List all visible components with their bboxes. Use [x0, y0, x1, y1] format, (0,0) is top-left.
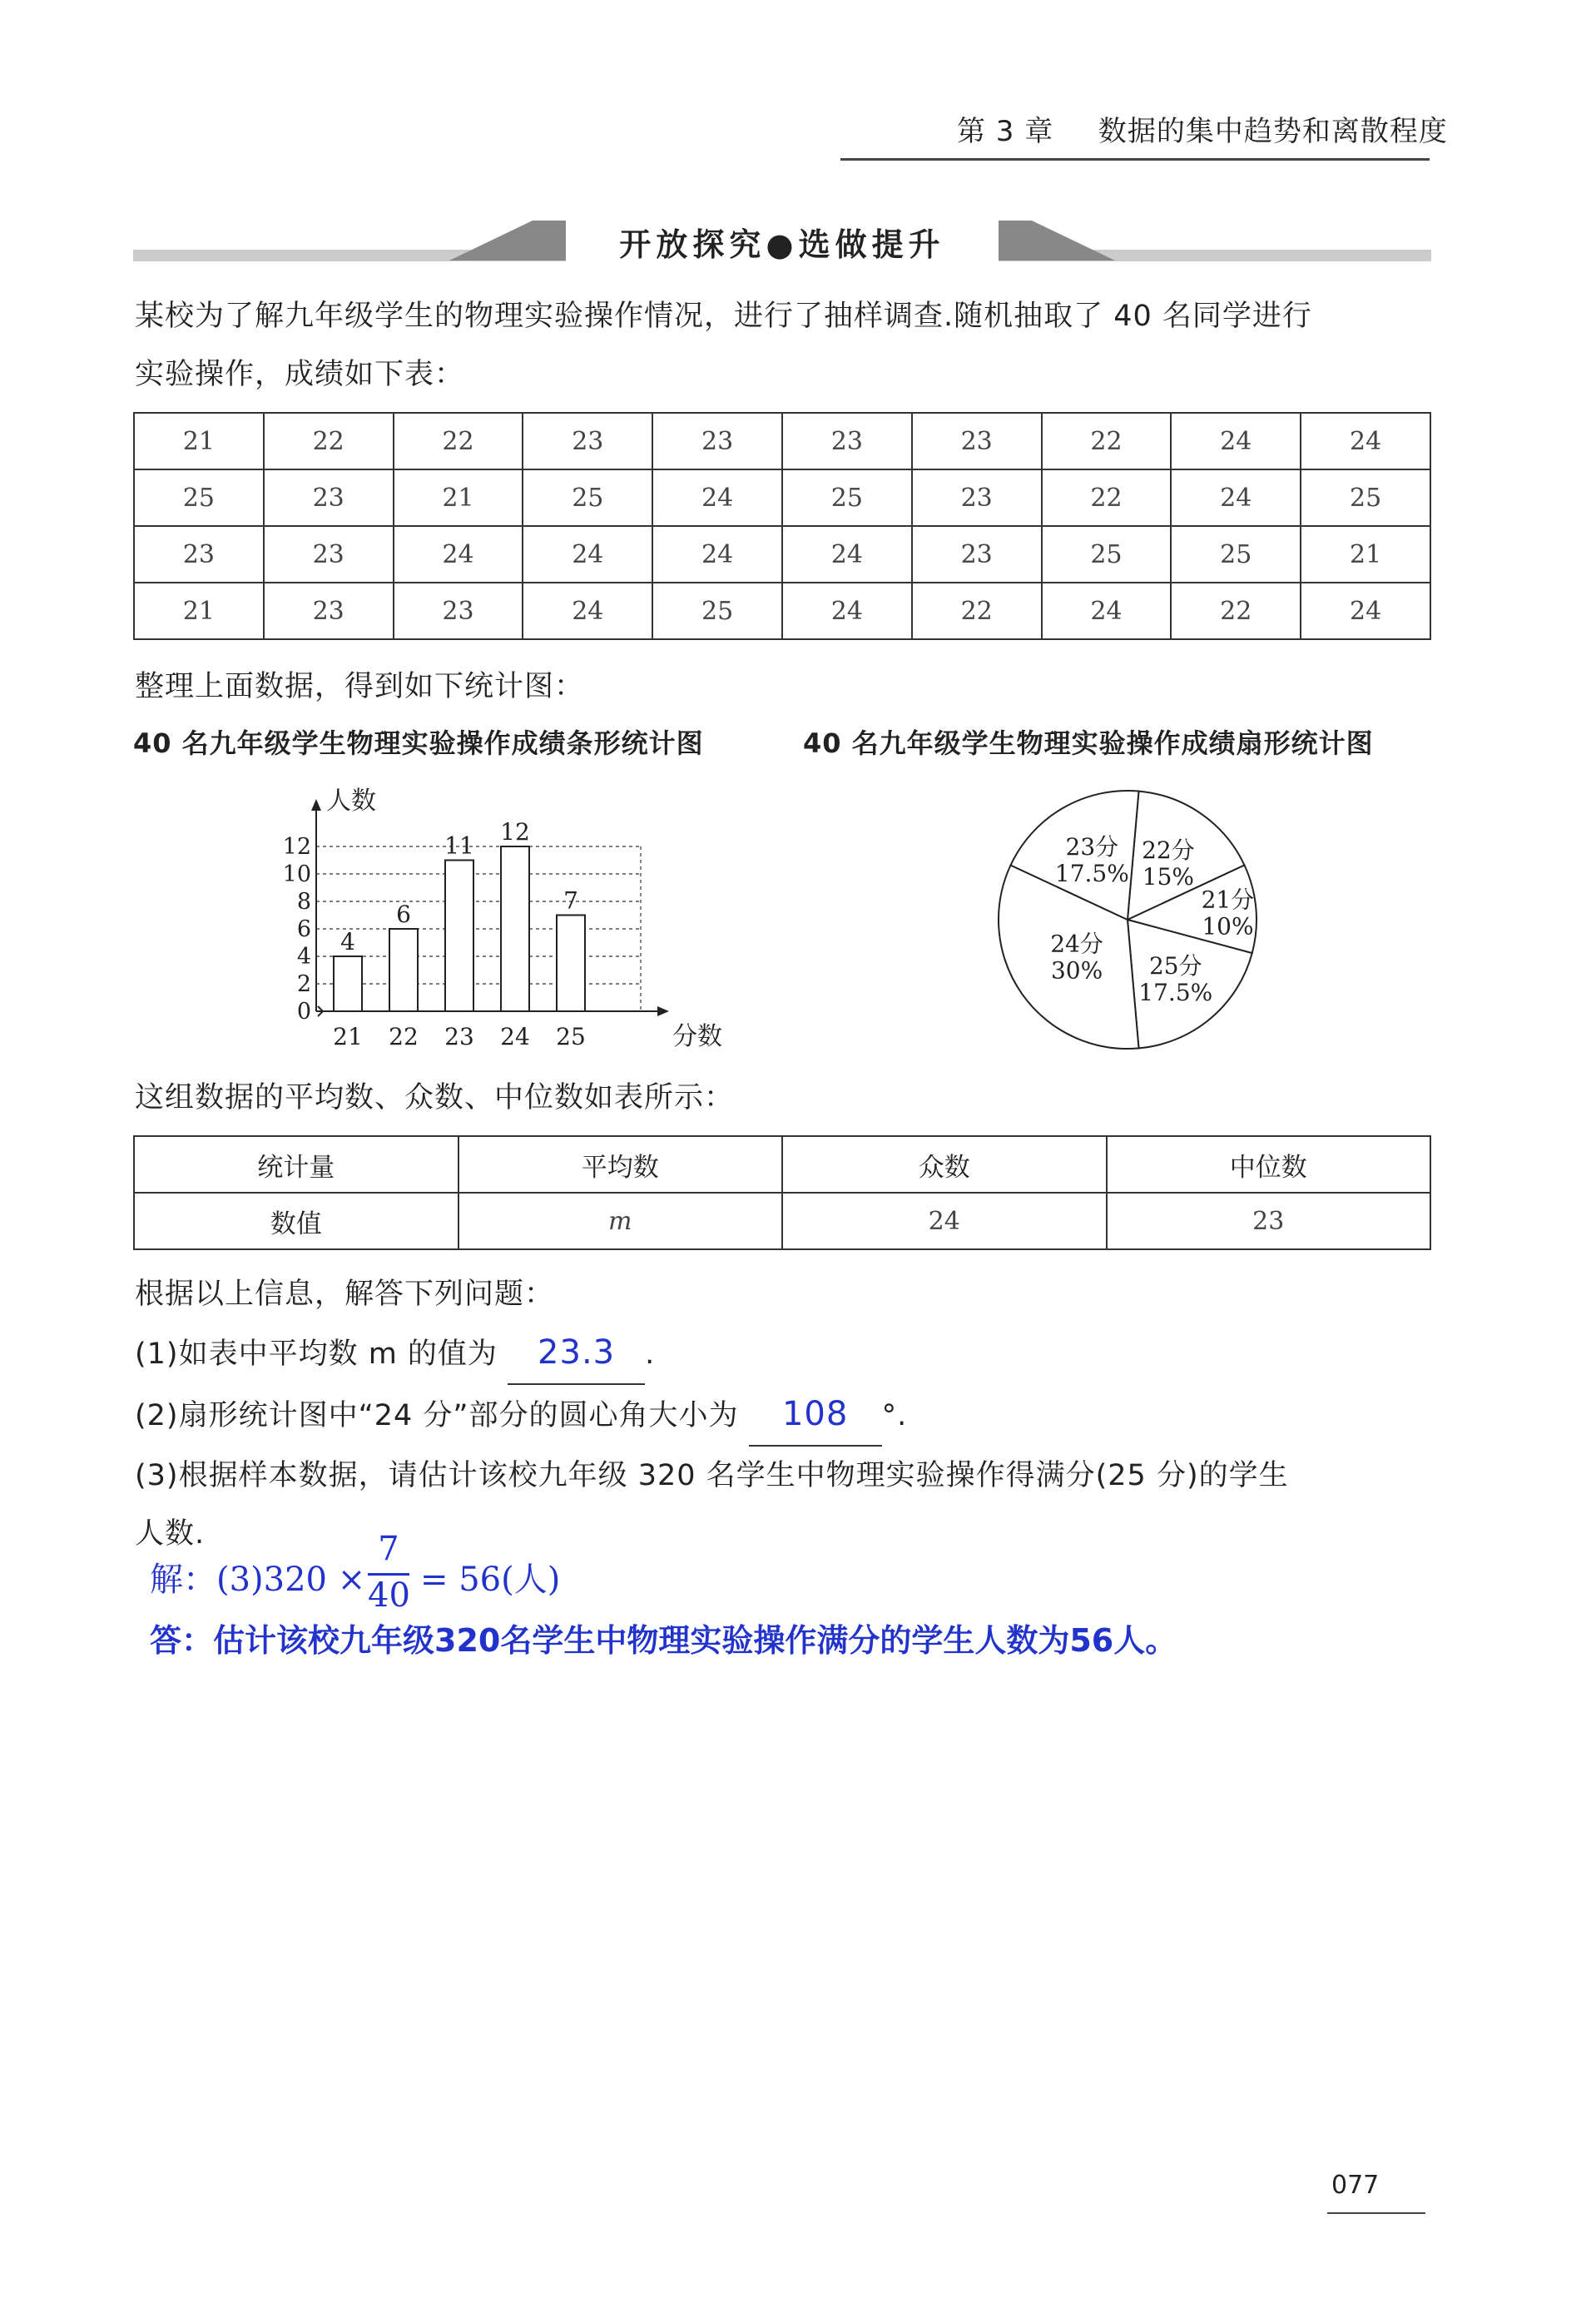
header-divider: [840, 158, 1430, 161]
intro-paragraph: [135, 287, 1433, 404]
score-table: [133, 412, 1431, 640]
pie-slice-label: 23分: [1065, 833, 1119, 861]
score-table-cell: 25: [652, 583, 782, 639]
intro-line-2: 实验操作，成绩如下表：: [135, 358, 465, 391]
score-table-cell: 22: [264, 413, 394, 469]
score-table-cell: 23: [264, 526, 394, 583]
question-2: [135, 1385, 1441, 1447]
bar-chart: [282, 782, 722, 1065]
x-tick-label: 25: [556, 1023, 586, 1050]
score-table-cell: 22: [1042, 469, 1172, 526]
score-table-cell: 22: [912, 583, 1042, 639]
y-tick-label: 4: [296, 944, 311, 970]
score-table-cell: 25: [1171, 526, 1301, 583]
solution-prefix: 解：(3)320 ×: [150, 1561, 366, 1599]
question-3-line-1: (3)根据样本数据，请估计该校九年级 320 名学生中物理实验操作得满分(25 分)的学生: [135, 1459, 1289, 1492]
question-1: (1)如表中平均数 m 的值为 23.3 .: [135, 1323, 1441, 1385]
score-table-cell: 24: [652, 526, 782, 583]
score-table-row: [134, 413, 1430, 469]
x-tick-label: 22: [389, 1023, 419, 1050]
question-2-unit: °.: [881, 1399, 908, 1432]
chapter-number: 第 3 章: [957, 115, 1054, 148]
y-tick-label: 6: [296, 916, 311, 942]
score-table-cell: 24: [1171, 413, 1301, 469]
score-table-cell: 23: [652, 413, 782, 469]
stats-header-cell: 中位数: [1107, 1136, 1431, 1193]
bar-chart-title: 40 名九年级学生物理实验操作成绩条形统计图: [133, 727, 704, 759]
chapter-title: 数据的集中趋势和离散程度: [1098, 115, 1448, 148]
question-2-blank: [749, 1385, 882, 1447]
bar: [501, 846, 529, 1011]
pie-slice-label: 21分: [1201, 886, 1255, 914]
bar-value-label: 12: [500, 818, 530, 846]
score-table-cell: 23: [782, 413, 912, 469]
stats-header-row: [134, 1136, 1430, 1193]
score-table-cell: 24: [1171, 469, 1301, 526]
stats-value-cell: 23: [1107, 1193, 1431, 1249]
stats-table: [133, 1135, 1431, 1250]
score-table-cell: 25: [1301, 469, 1430, 526]
y-tick-label: 8: [296, 889, 311, 915]
pie-slice-label: 25分: [1148, 951, 1202, 980]
pie-slice-label: 22分: [1142, 836, 1195, 865]
y-tick-label: 12: [282, 834, 311, 860]
score-table-cell: 24: [1301, 583, 1430, 639]
score-table-cell: 23: [394, 583, 523, 639]
fraction-denominator: 40: [368, 1576, 410, 1615]
y-axis-label: 人数: [326, 787, 376, 816]
score-table-cell: 23: [912, 526, 1042, 583]
question-1-blank: [508, 1323, 645, 1385]
score-table-cell: 24: [523, 583, 652, 639]
score-table-cell: 24: [1301, 413, 1430, 469]
score-table-row: [134, 583, 1430, 639]
question-intro: 根据以上信息，解答下列问题：: [135, 1278, 555, 1311]
score-table-cell: 24: [1042, 583, 1172, 639]
bar: [334, 956, 362, 1011]
score-table-cell: 23: [912, 469, 1042, 526]
stats-value-cell: 24: [782, 1193, 1107, 1249]
score-table-cell: 21: [134, 413, 264, 469]
score-table-cell: 24: [394, 526, 523, 583]
y-tick-label: 2: [296, 971, 311, 997]
x-axis-label: 分数: [672, 1022, 722, 1051]
score-table-cell: 25: [523, 469, 652, 526]
bar: [445, 861, 473, 1012]
score-table-cell: 24: [782, 583, 912, 639]
organize-text: 整理上面数据，得到如下统计图：: [135, 670, 585, 703]
x-tick-label: 21: [333, 1023, 363, 1050]
bar-value-label: 7: [563, 886, 578, 915]
bar: [557, 916, 585, 1012]
y-axis-arrow: [311, 799, 321, 811]
bar-value-label: 4: [340, 928, 355, 955]
score-table-cell: 23: [264, 469, 394, 526]
stats-value-cell: 数值: [134, 1193, 458, 1249]
stats-value-row: [134, 1193, 1430, 1249]
bar-value-label: 11: [444, 831, 474, 860]
score-table-cell: 22: [1171, 583, 1301, 639]
score-table-cell: 21: [394, 469, 523, 526]
pie-chart-title: 40 名九年级学生物理实验操作成绩扇形统计图: [803, 727, 1374, 759]
score-table-cell: 21: [1301, 526, 1430, 583]
x-tick-label: 24: [500, 1023, 530, 1050]
question-2-answer: 108: [781, 1395, 849, 1433]
y-tick-label: 10: [282, 861, 311, 887]
pie-slice-percent: 17.5%: [1138, 978, 1213, 1006]
fraction-bar: [368, 1573, 409, 1576]
page-number-underline: [1327, 2212, 1425, 2214]
score-table-cell: 25: [134, 469, 264, 526]
stats-header-cell: 平均数: [458, 1136, 783, 1193]
intro-line-1: 某校为了解九年级学生的物理实验操作情况，进行了抽样调查.随机抽取了 40 名同学进行: [135, 300, 1312, 333]
section-banner: [133, 212, 1431, 271]
score-table-cell: 25: [1042, 526, 1172, 583]
pie-chart: [982, 766, 1281, 1074]
stats-intro: 这组数据的平均数、众数、中位数如表所示：: [135, 1081, 735, 1114]
question-3-line-2: 人数.: [135, 1517, 206, 1551]
solution-suffix: = 56(人): [420, 1561, 561, 1599]
score-table-row: [134, 469, 1430, 526]
y-tick-label: 0: [296, 999, 311, 1025]
stats-header-cell: 统计量: [134, 1136, 458, 1193]
score-table-cell: 22: [1042, 413, 1172, 469]
score-table-cell: 21: [134, 583, 264, 639]
stats-value-cell: m: [458, 1193, 783, 1249]
banner-title: 开放探究●选做提升: [619, 226, 945, 263]
score-table-cell: 25: [782, 469, 912, 526]
page-number: 077: [1331, 2171, 1380, 2200]
stats-header-cell: 众数: [782, 1136, 1107, 1193]
score-table-cell: 23: [264, 583, 394, 639]
score-table-cell: 22: [394, 413, 523, 469]
questions-block: [135, 1265, 1441, 1563]
score-table-cell: 23: [134, 526, 264, 583]
bar: [389, 929, 418, 1011]
fraction-numerator: 7: [378, 1530, 399, 1568]
score-table-cell: 24: [782, 526, 912, 583]
pie-slice-percent: 17.5%: [1054, 860, 1129, 888]
score-table-cell: 24: [652, 469, 782, 526]
pie-slice-label: 24分: [1050, 930, 1103, 958]
question-1-text: (1)如表中平均数 m 的值为: [135, 1338, 498, 1371]
chapter-header: [957, 108, 1448, 149]
x-tick-label: 23: [444, 1023, 474, 1050]
pie-slice-percent: 30%: [1050, 956, 1103, 985]
x-axis-arrow: [657, 1006, 669, 1016]
pie-slice-percent: 10%: [1202, 912, 1254, 941]
score-table-cell: 23: [912, 413, 1042, 469]
solution-answer: 答：估计该校九年级320名学生中物理实验操作满分的学生人数为56人。: [150, 1622, 1177, 1659]
pie-slice-percent: 15%: [1142, 863, 1195, 891]
score-table-cell: 23: [523, 413, 652, 469]
score-table-row: [134, 526, 1430, 583]
question-1-answer: 23.3: [538, 1333, 616, 1372]
bar-value-label: 6: [396, 901, 411, 928]
score-table-cell: 24: [523, 526, 652, 583]
question-2-text: (2)扇形统计图中“24 分”部分的圆心角大小为: [135, 1399, 739, 1432]
